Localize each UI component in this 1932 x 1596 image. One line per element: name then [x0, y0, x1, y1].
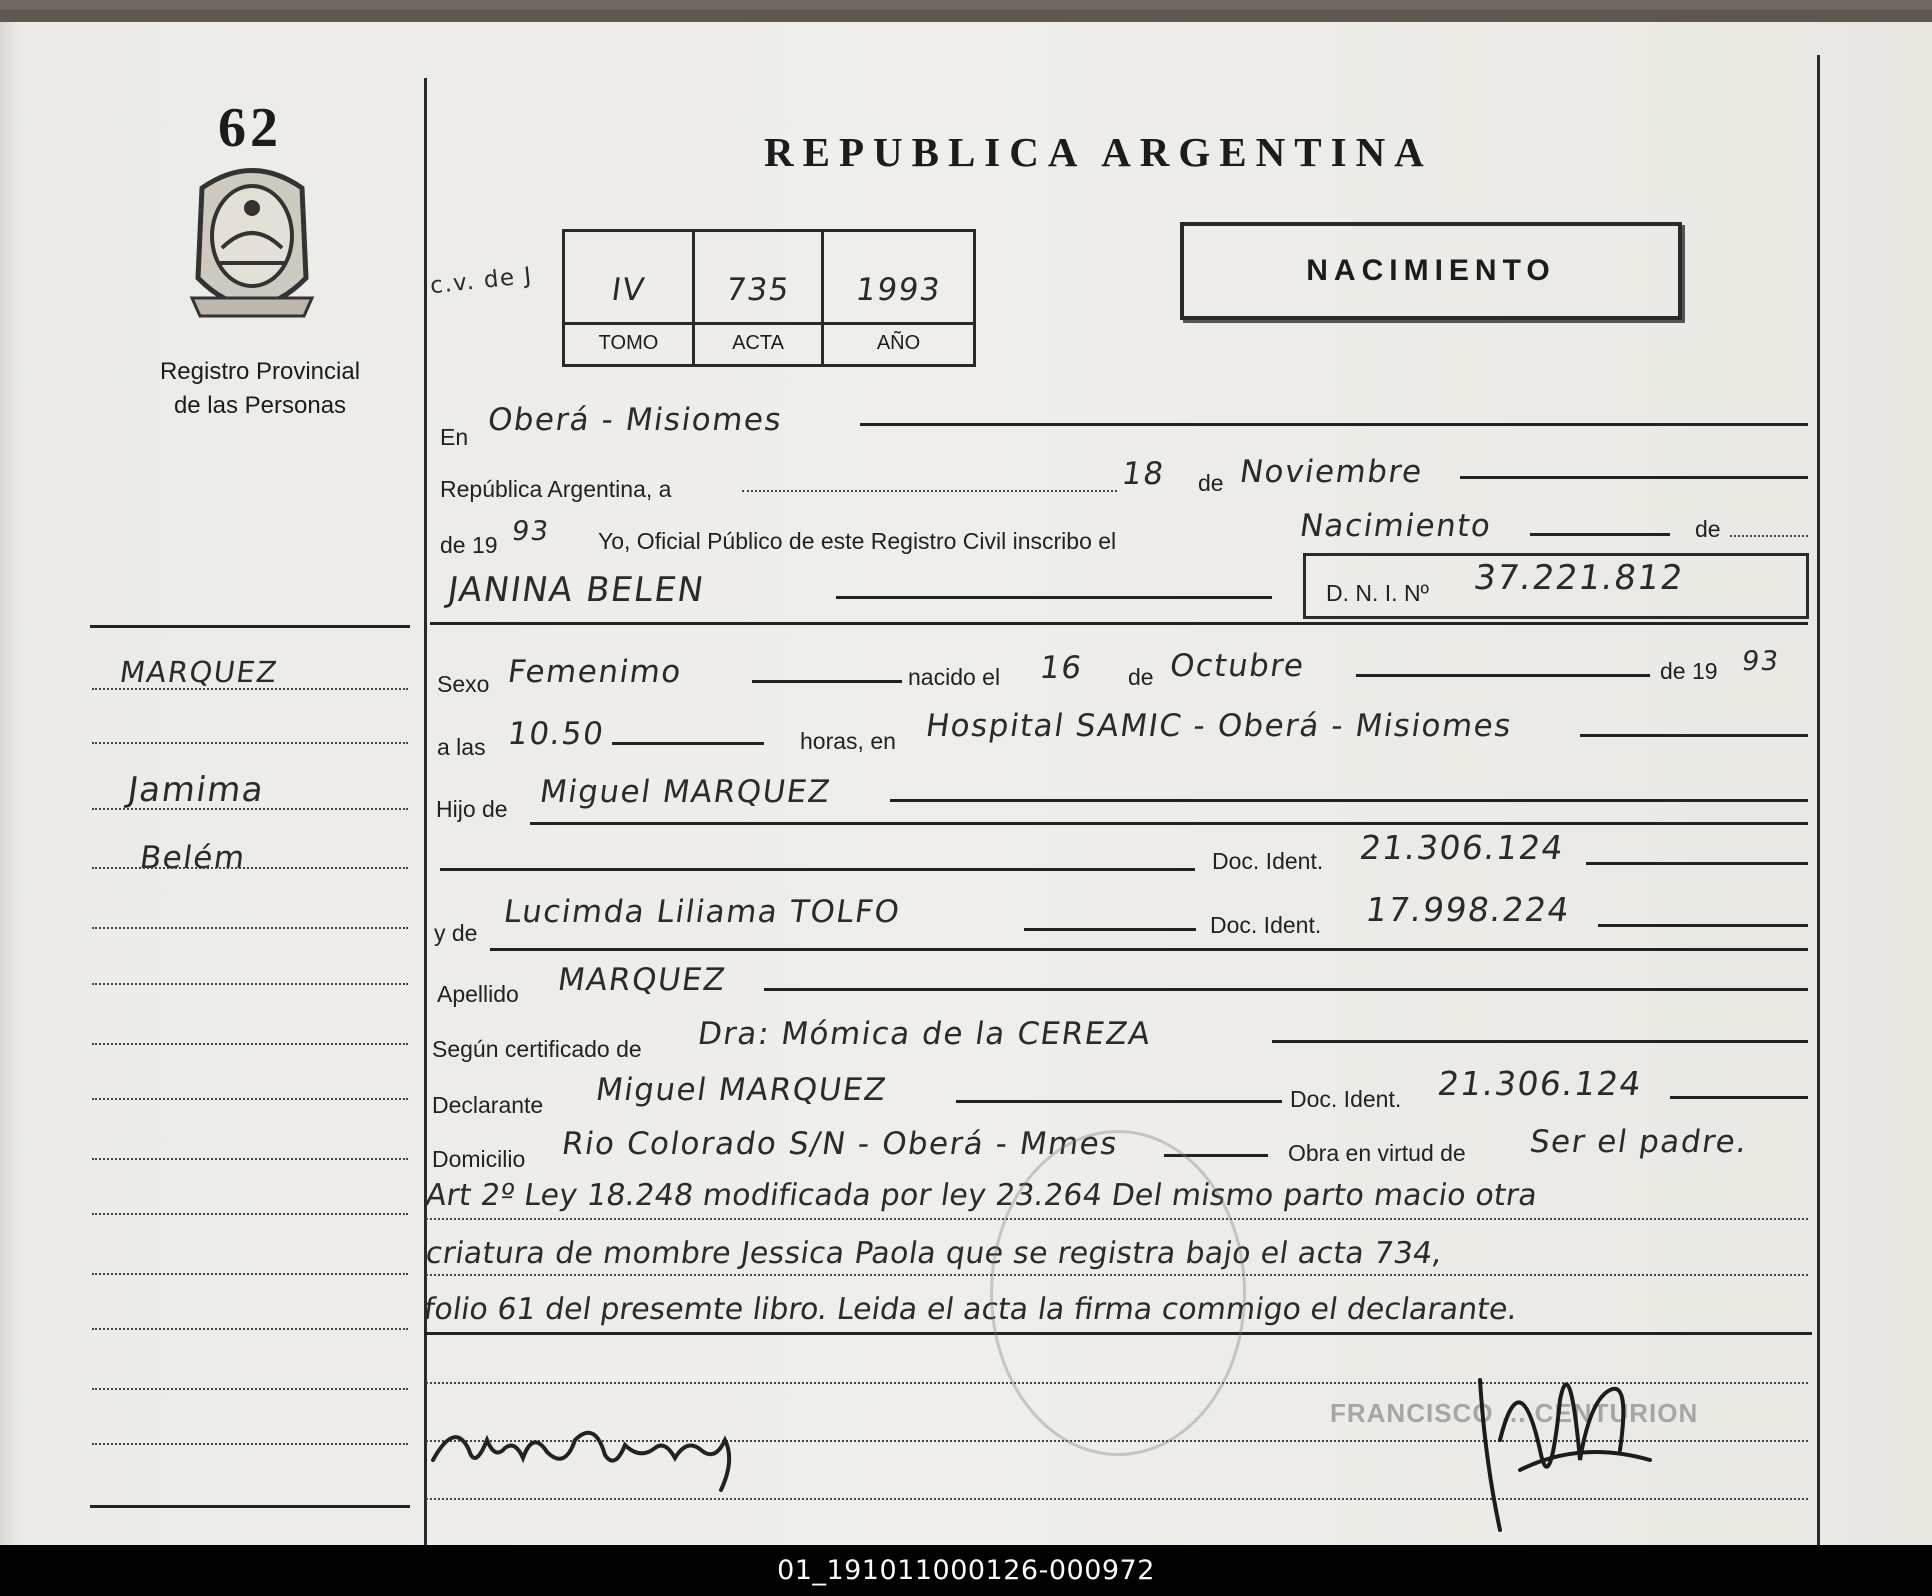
tomo-value: IV	[609, 272, 648, 308]
date-leader	[742, 490, 1117, 492]
birth-place-line	[1580, 734, 1808, 737]
sexo-label: Sexo	[437, 671, 490, 697]
place-value: Oberá - Misiomes	[485, 402, 785, 438]
apellido-value: MARQUEZ	[555, 962, 729, 998]
yde-label: y de	[434, 920, 478, 946]
page-title: REPUBLICA ARGENTINA	[764, 129, 1433, 175]
obra-value: Ser el padre.	[1527, 1124, 1751, 1160]
tomo-cell	[565, 232, 692, 364]
doc-label-mother: Doc. Ident.	[1210, 912, 1322, 938]
act-word-tail	[1730, 535, 1808, 537]
doc-label-father: Doc. Ident.	[1212, 848, 1324, 874]
margin-line	[92, 1043, 408, 1045]
father-line-2	[530, 822, 1808, 825]
de-label-3: de	[1128, 664, 1154, 690]
segun-label: Según certificado de	[432, 1036, 642, 1062]
faint-round-seal	[990, 1130, 1246, 1456]
horas-label: horas, en	[800, 728, 896, 754]
reg-month: Noviembre	[1237, 454, 1426, 490]
domicilio-value: Rio Colorado S/N - Oberá - Mmes	[559, 1126, 1121, 1162]
declarante-value: Miguel MARQUEZ	[593, 1072, 890, 1108]
declarante-doc-line	[1670, 1096, 1808, 1099]
margin-line	[92, 1273, 408, 1275]
year-prefix-label: de 19	[440, 532, 498, 558]
margin-bottom-rule	[90, 1505, 410, 1508]
en-label: En	[440, 424, 469, 450]
right-border	[1817, 55, 1820, 1545]
margin-line	[92, 983, 408, 985]
dni-underline	[430, 622, 1808, 625]
official-signature	[1460, 1340, 1660, 1540]
margin-line	[92, 927, 408, 929]
page-number: 62	[218, 97, 282, 159]
declarant-signature	[425, 1400, 755, 1500]
act-word-line	[1530, 533, 1670, 536]
mother-line	[1024, 928, 1196, 931]
margin-line	[92, 1098, 408, 1100]
de-label: de	[1198, 470, 1224, 496]
sexo-line	[752, 680, 902, 683]
tomo-label: TOMO	[598, 332, 659, 354]
time-line	[612, 742, 764, 745]
republica-label: República Argentina, a	[440, 476, 672, 502]
mother-doc-line	[1598, 924, 1808, 927]
declarante-label: Declarante	[432, 1092, 544, 1118]
hijo-label: Hijo de	[436, 796, 508, 822]
domicilio-label: Domicilio	[432, 1146, 526, 1172]
mother-doc: 17.998.224	[1363, 890, 1573, 929]
father-doc: 21.306.124	[1357, 828, 1567, 867]
oficial-label: Yo, Oficial Público de este Registro Civil inscribo el	[598, 528, 1117, 554]
margin-line	[92, 1158, 408, 1160]
father-doc-leader	[440, 868, 1195, 871]
alas-label: a las	[437, 734, 486, 760]
margin-line	[92, 808, 408, 810]
margin-line	[92, 1388, 408, 1390]
apellido-label: Apellido	[437, 981, 519, 1007]
ano-label: AÑO	[876, 332, 921, 354]
acta-label: ACTA	[732, 332, 784, 354]
acta-cell	[695, 232, 821, 364]
act-box	[562, 229, 976, 367]
place-line	[860, 423, 1808, 426]
scan-id-footer: 01_191011000126-000972	[0, 1545, 1932, 1596]
reg-day: 18	[1119, 456, 1167, 492]
notes-line-2: criatura de mombre Jessica Paola que se registra bajo el acta 734,	[423, 1236, 1445, 1271]
notes-line-1: Art 2º Ley 18.248 modificada por ley 23.264 Del mismo parto macio otra	[423, 1178, 1540, 1213]
acta-value: 735	[723, 272, 793, 308]
father-doc-line	[1586, 862, 1808, 865]
book-edge	[0, 10, 1932, 22]
notes-line-3: folio 61 del presemte libro. Leida el acta la firma commigo el declarante.	[421, 1292, 1520, 1327]
province-seal-icon	[182, 158, 322, 326]
margin-top-rule	[90, 625, 410, 628]
dni-value: 37.221.812	[1471, 558, 1687, 598]
certificado-line	[1272, 1040, 1808, 1043]
margin-line	[92, 1328, 408, 1330]
de-label-2: de	[1695, 516, 1721, 542]
birth-day: 16	[1037, 650, 1085, 686]
margin-surname: MARQUEZ	[117, 655, 281, 689]
de19-label: de 19	[1660, 658, 1718, 684]
dni-label: D. N. I. Nº	[1326, 580, 1429, 606]
declarante-doc: 21.306.124	[1435, 1064, 1645, 1103]
sexo-value: Femenimo	[505, 654, 685, 690]
birth-time: 10.50	[505, 716, 607, 752]
child-name: JANINA BELEN	[445, 570, 708, 610]
father-line	[890, 799, 1808, 802]
margin-line	[92, 867, 408, 869]
ano-cell	[824, 232, 973, 364]
registry-name: Registro Provincial de las Personas	[159, 358, 361, 419]
father-name: Miguel MARQUEZ	[537, 774, 834, 810]
birth-place: Hospital SAMIC - Oberá - Misiomes	[923, 708, 1515, 744]
obra-label: Obra en virtud de	[1288, 1140, 1466, 1166]
margin-line	[92, 742, 408, 744]
birth-month-line	[1356, 674, 1650, 677]
certificado-value: Dra: Mómica de la CEREZA	[695, 1016, 1154, 1052]
month-line	[1460, 476, 1808, 479]
margin-name-line2: Belém	[137, 840, 249, 876]
mother-line-2	[490, 948, 1808, 951]
mother-name: Lucimda Liliama TOLFO	[501, 894, 903, 930]
cv-note: c.v. de J	[428, 262, 534, 300]
certificate-page	[0, 10, 1932, 1545]
declarante-line	[956, 1100, 1282, 1103]
apellido-line	[764, 988, 1808, 991]
doc-label-declarante: Doc. Ident.	[1290, 1086, 1402, 1112]
nacido-label: nacido el	[908, 664, 1001, 690]
child-name-line	[836, 596, 1272, 599]
margin-name-line1: Jamima	[125, 770, 268, 810]
birth-year: 93	[1739, 646, 1782, 677]
reg-year: 93	[509, 516, 552, 547]
act-word: Nacimiento	[1297, 508, 1495, 544]
margin-line	[92, 688, 408, 690]
margin-line	[92, 1213, 408, 1215]
margin-line	[92, 1443, 408, 1445]
act-type-box: NACIMIENTO	[1180, 222, 1682, 320]
official-stamp-text: FRANCISCO ... CENTURION	[1330, 1398, 1699, 1428]
birth-month: Octubre	[1167, 648, 1308, 684]
ano-value: 1993	[853, 272, 944, 308]
